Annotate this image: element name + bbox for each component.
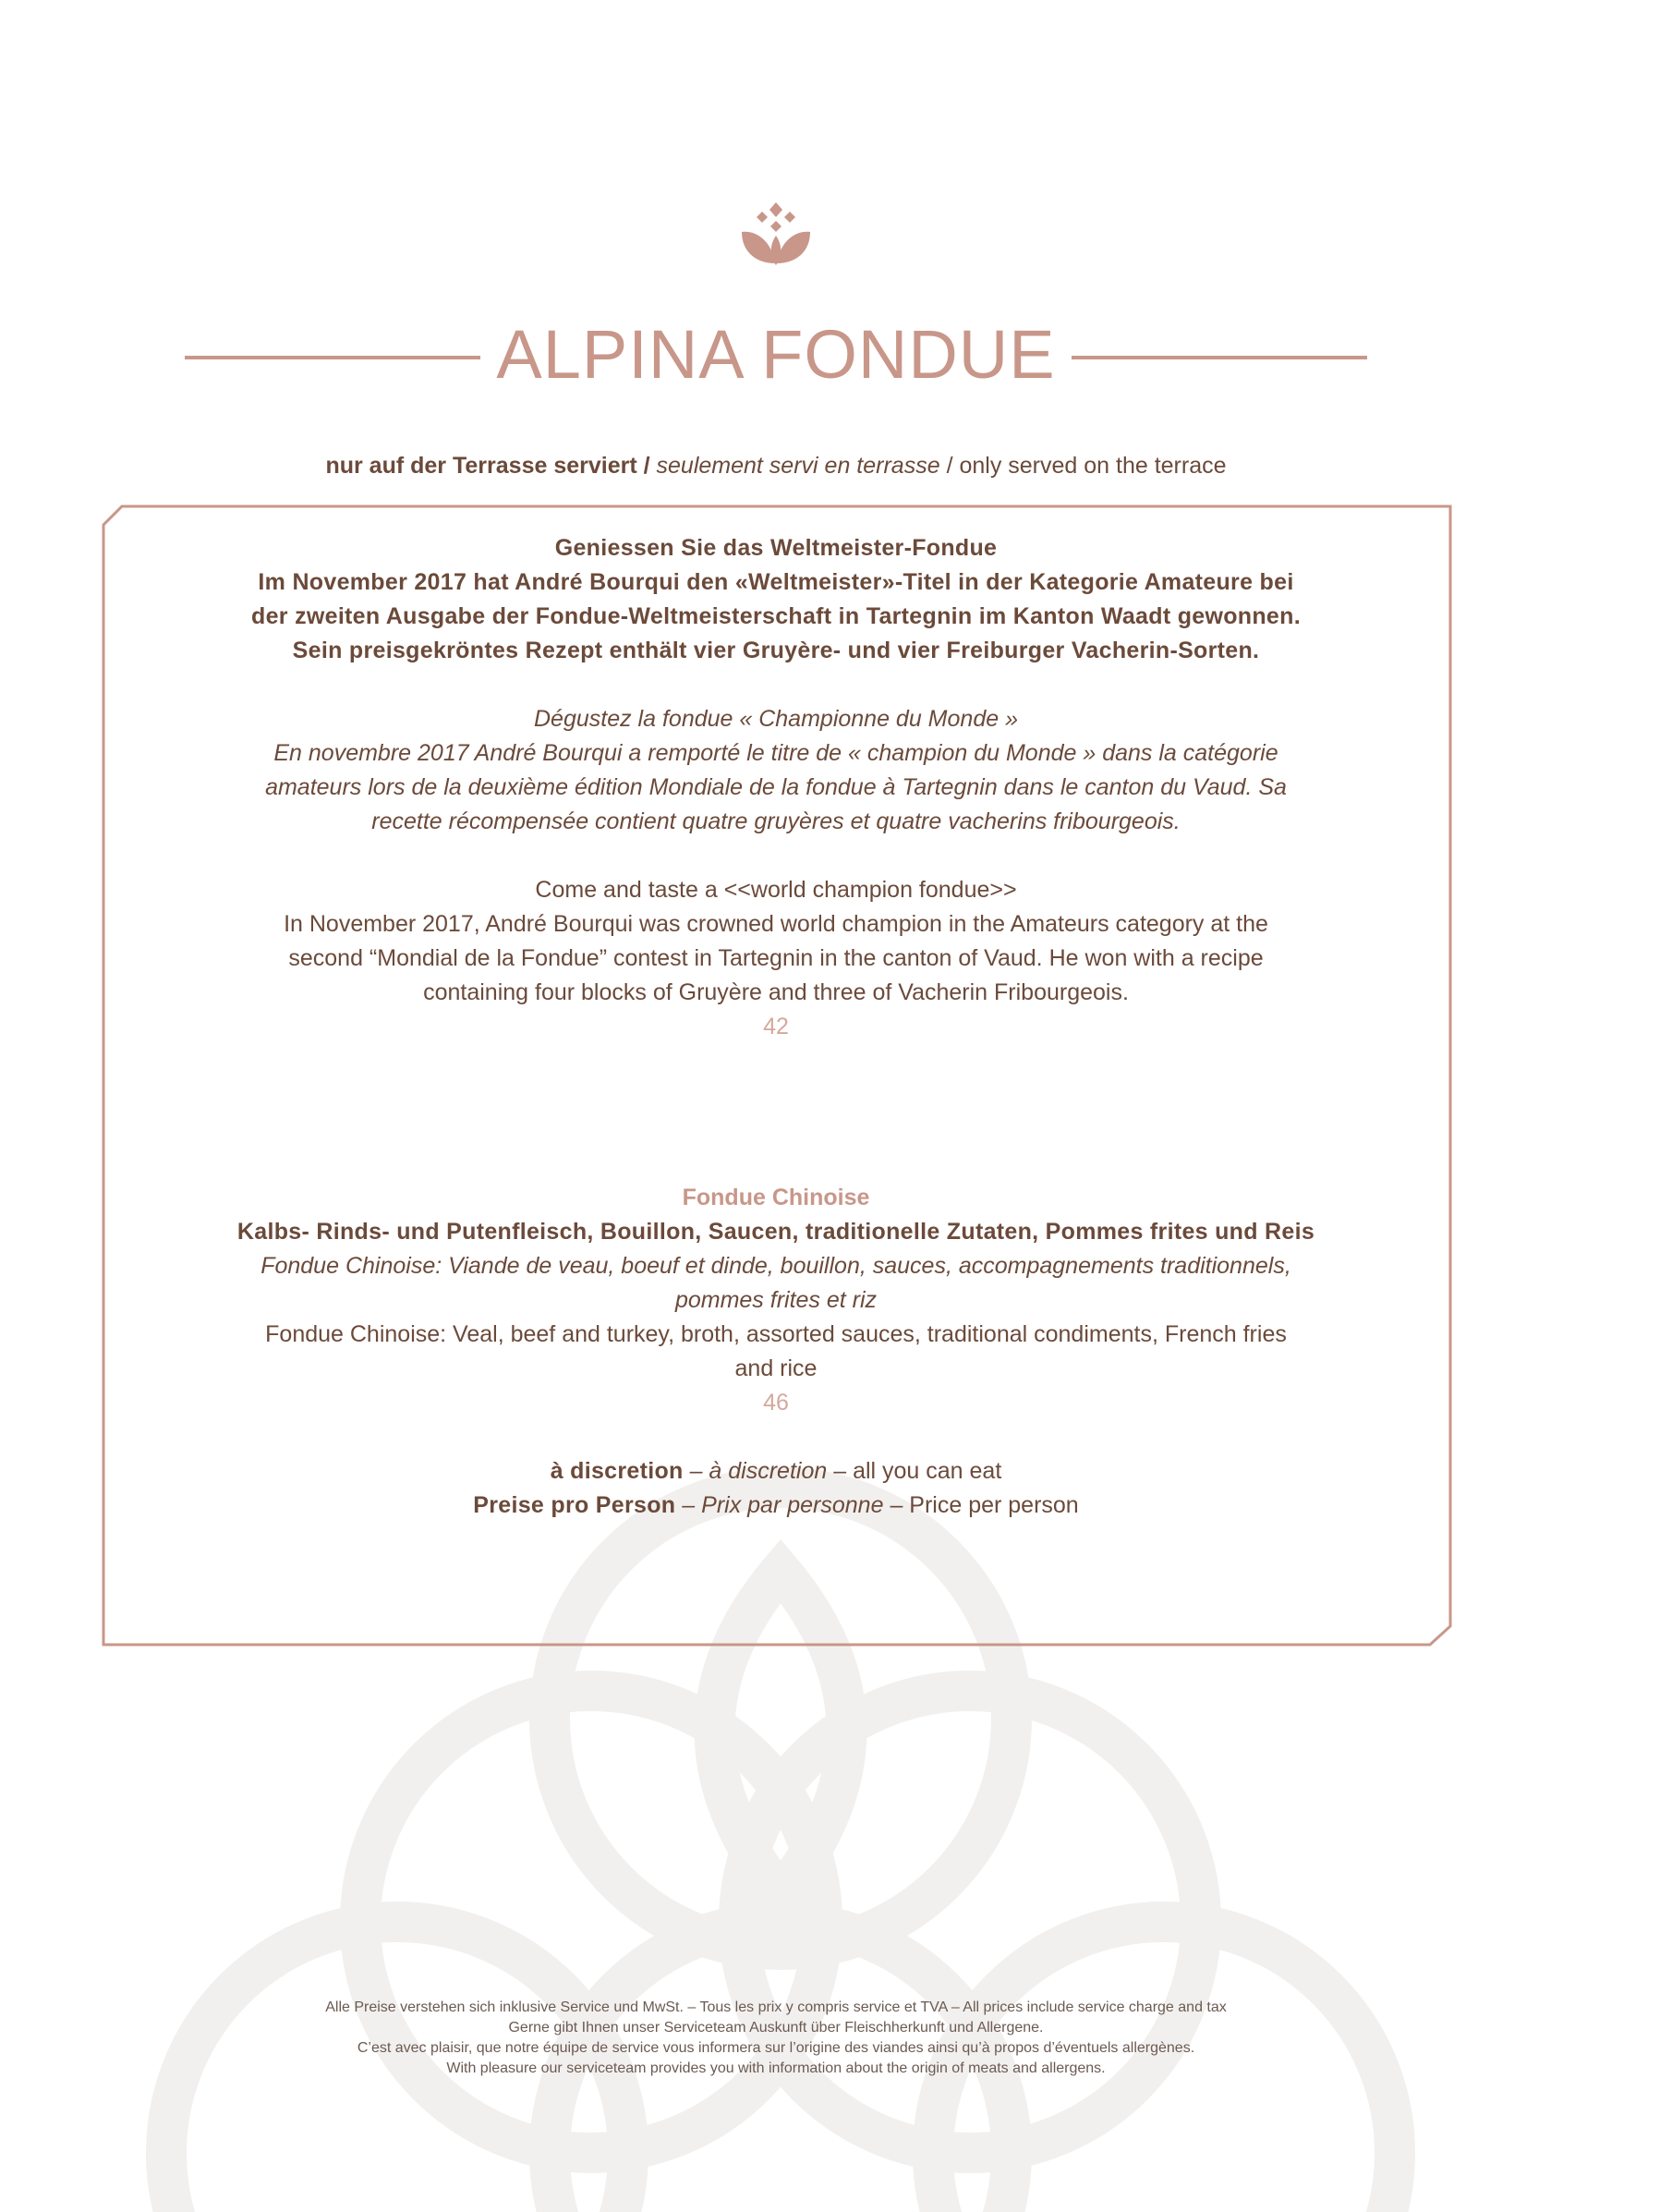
- footer-notice: [203, 1998, 1349, 2079]
- note2-fr: – Prix par personne: [682, 1492, 884, 1518]
- section2-fr-line: Fondue Chinoise: Viande de veau, boeuf et dinde, bouillon, sauces, accompagnements traditionnels,: [260, 1253, 1291, 1279]
- note2-en: – Price per person: [890, 1492, 1079, 1518]
- section1-de-line: der zweiten Ausgabe der Fondue-Weltmeisterschaft in Tartegnin im Kanton Waadt gewonnen.: [251, 603, 1301, 629]
- serving-note: [0, 453, 1552, 480]
- section1-en-line: In November 2017, André Bourqui was crowned world champion in the Amateurs category at the: [284, 911, 1268, 937]
- note1-en: – all you can eat: [833, 1458, 1002, 1484]
- section1-en-line: second “Mondial de la Fondue” contest in Tartegnin in the canton of Vaud. He won with a recipe: [288, 945, 1264, 971]
- section1-fr-line: En novembre 2017 André Bourqui a remporté le titre de « champion du Monde » dans la catégorie: [273, 740, 1278, 766]
- title-rule-right: [1072, 356, 1367, 359]
- section1-de-title: Geniessen Sie das Weltmeister-Fondue: [554, 535, 998, 561]
- section1-price: 42: [763, 1014, 789, 1039]
- footer-line: Gerne gibt Ihnen unser Serviceteam Auskunft über Fleischherkunft und Allergene.: [508, 2020, 1044, 2036]
- section1-fr-line: recette récompensée contient quatre gruyères et quatre vacherins fribourgeois.: [371, 808, 1181, 834]
- serving-note-fr: seulement servi en terrasse: [656, 453, 940, 479]
- lotus-icon: [734, 199, 818, 268]
- all-you-can-eat-note: [203, 1454, 1349, 1489]
- section1-de-line: Im November 2017 hat André Bourqui den «Weltmeister»-Titel in der Kategorie Amateure bei: [258, 569, 1294, 595]
- section2-de: Kalbs- Rinds- und Putenfleisch, Bouillon, Saucen, traditionelle Zutaten, Pommes frites und Reis: [236, 1219, 1315, 1245]
- page-title: ALPINA FONDUE: [496, 316, 1056, 393]
- footer-line: C’est avec plaisir, que notre équipe de service vous informera sur l’origine des viandes ainsi qu’à propos d’éventuels allergènes.: [357, 2040, 1195, 2056]
- note2-de: Preise pro Person: [473, 1492, 676, 1518]
- section2-title: Fondue Chinoise: [682, 1185, 870, 1210]
- footer-line: Alle Preise verstehen sich inklusive Service und MwSt. – Tous les prix y compris service et TVA – All prices include service charge and tax: [325, 1999, 1227, 2015]
- serving-note-en: / only served on the terrace: [946, 453, 1227, 479]
- section1-en-title: Come and taste a <<world champion fondue>>: [535, 877, 1017, 903]
- serving-note-de: nur auf der Terrasse serviert /: [325, 453, 650, 479]
- section1-fr-title: Dégustez la fondue « Championne du Monde »: [534, 706, 1018, 732]
- note1-de: à discretion: [550, 1458, 684, 1484]
- world-champion-fondue: [203, 531, 1349, 1044]
- price-per-person-note: [203, 1489, 1349, 1523]
- section1-en-line: containing four blocks of Gruyère and three of Vacherin Fribourgeois.: [423, 979, 1129, 1005]
- section1-de-line: Sein preisgekröntes Rezept enthält vier Gruyère- und vier Freiburger Vacherin-Sorten.: [292, 638, 1260, 663]
- section2-price: 46: [763, 1390, 789, 1416]
- fondue-chinoise: [203, 1181, 1349, 1523]
- section2-fr-line: pommes frites et riz: [674, 1287, 878, 1313]
- section1-fr-line: amateurs lors de la deuxième édition Mondiale de la fondue à Tartegnin dans le canton du Vaud. Sa: [265, 774, 1287, 800]
- note1-fr: – à discretion: [689, 1458, 828, 1484]
- footer-line: With pleasure our serviceteam provides you with information about the origin of meats and allergens.: [446, 2060, 1106, 2076]
- section2-en-line: and rice: [734, 1355, 818, 1381]
- section2-en-line: Fondue Chinoise: Veal, beef and turkey, broth, assorted sauces, traditional condiments, French fries: [265, 1321, 1287, 1347]
- title-row: [185, 310, 1367, 402]
